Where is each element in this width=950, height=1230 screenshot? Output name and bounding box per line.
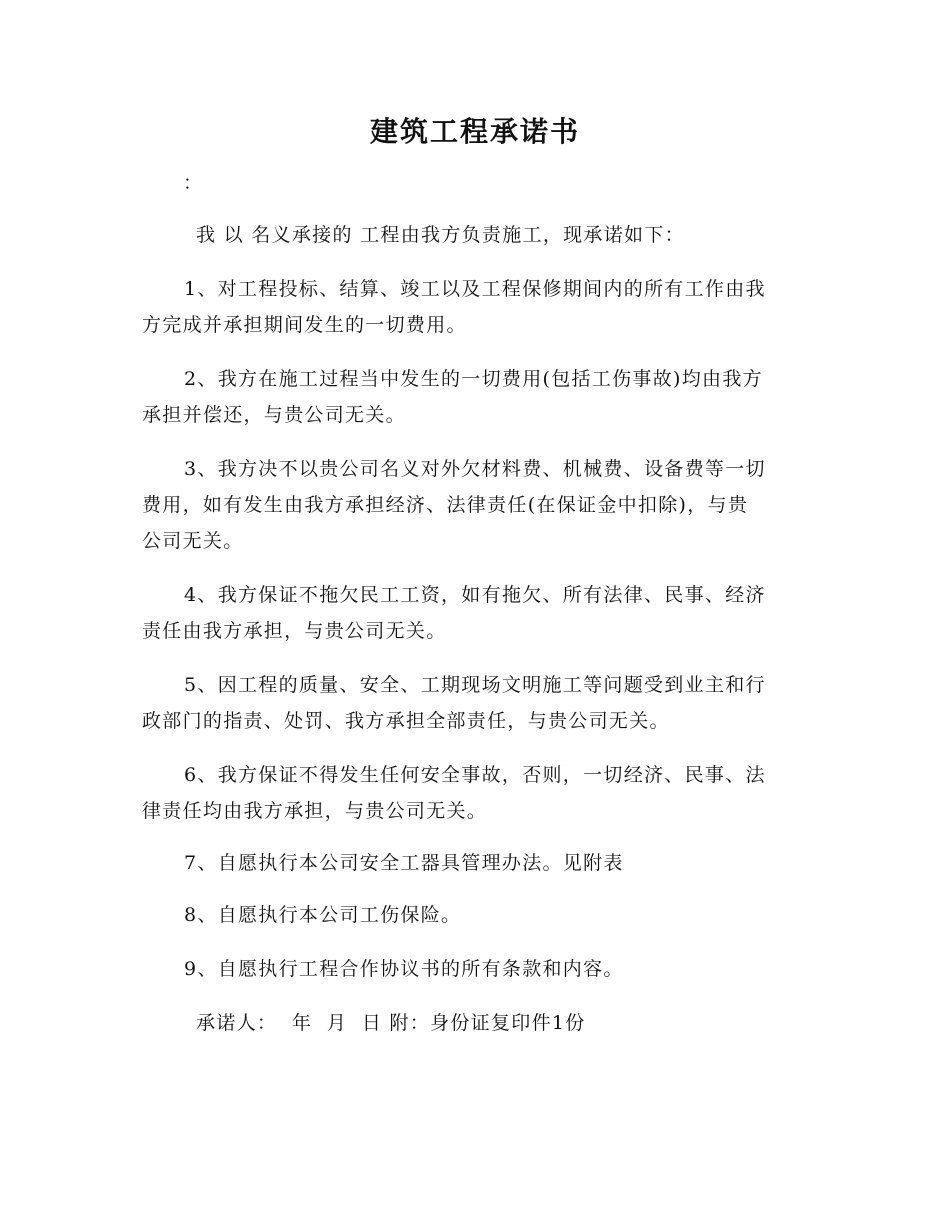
clause-5-line-2: 政部门的指责、处罚、我方承担全部责任，与贵公司无关。 [142, 710, 670, 732]
clause-6-line-2: 律责任均由我方承担，与贵公司无关。 [142, 800, 488, 822]
document-title: 建筑工程承诺书 [369, 115, 580, 148]
clause-1-line-2: 方完成并承担期间发生的一切费用。 [142, 314, 467, 336]
clause-4-line-1: 4、我方保证不拖欠民工工资，如有拖欠、所有法律、民事、经济 [184, 584, 766, 606]
clause-3-line-1: 3、我方决不以贵公司名义对外欠材料费、机械费、设备费等一切 [184, 458, 766, 480]
salutation: ： [183, 172, 204, 194]
clause-7: 7、自愿执行本公司安全工器具管理办法。见附表 [184, 852, 624, 874]
clause-5-line-1: 5、因工程的质量、安全、工期现场文明施工等问题受到业主和行 [184, 674, 766, 696]
intro-paragraph: 我 以 名义承接的 工程由我方负责施工，现承诺如下： [196, 224, 685, 246]
clause-4-line-2: 责任由我方承担，与贵公司无关。 [142, 620, 447, 642]
clause-1-line-1: 1、对工程投标、结算、竣工以及工程保修期间内的所有工作由我 [184, 278, 766, 300]
clause-2-line-1: 2、我方在施工过程当中发生的一切费用(包括工伤事故)均由我方 [184, 368, 763, 390]
signature-line: 承诺人： 年 月 日 附：身份证复印件1份 [196, 1012, 586, 1034]
clause-9: 9、自愿执行工程合作协议书的所有条款和内容。 [184, 958, 624, 980]
clause-8: 8、自愿执行本公司工伤保险。 [184, 904, 462, 926]
clause-3-line-2: 费用，如有发生由我方承担经济、法律责任(在保证金中扣除)，与贵 [142, 494, 749, 516]
clause-3-line-3: 公司无关。 [142, 530, 244, 552]
clause-6-line-1: 6、我方保证不得发生任何安全事故，否则，一切经济、民事、法 [184, 764, 766, 786]
clause-2-line-2: 承担并偿还，与贵公司无关。 [142, 404, 406, 426]
